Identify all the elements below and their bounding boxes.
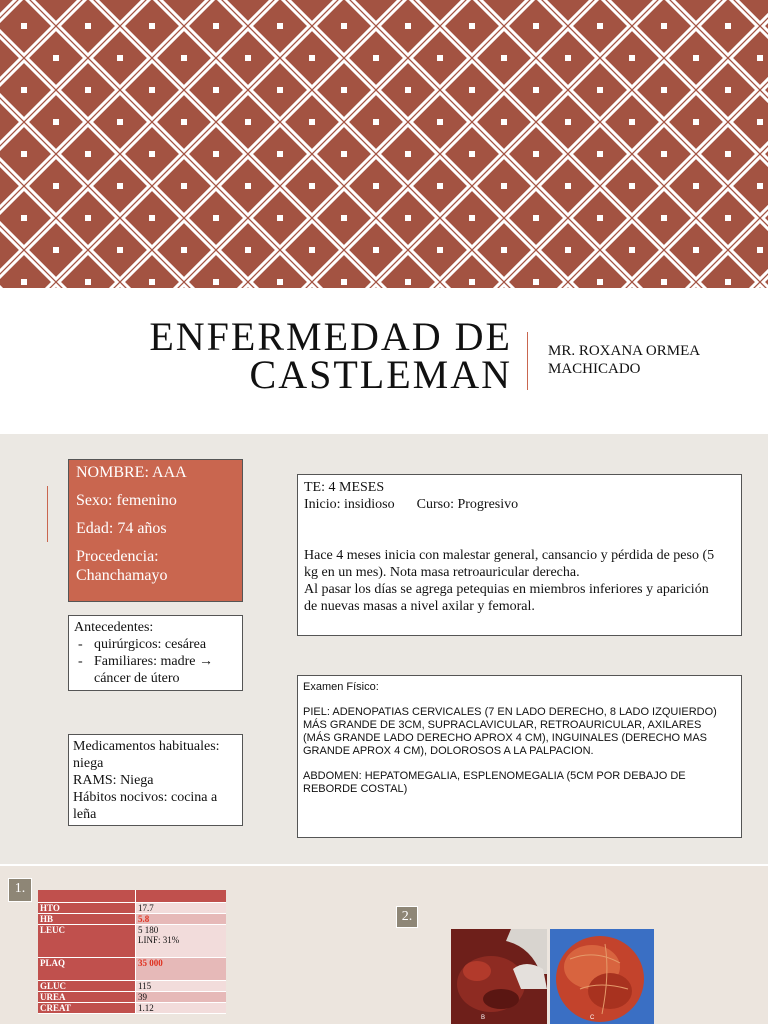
lab-value-cell — [136, 925, 227, 958]
diamond-pattern-banner — [0, 0, 768, 288]
relato-line-1: Hace 4 meses inicia con malestar general, cansancio y pérdida de peso (5 — [304, 548, 715, 563]
relato-line-3: Al pasar los días se agrega petequias en miembros inferiores y aparición — [304, 582, 709, 597]
lab-value: 1.12 — [136, 1003, 227, 1014]
patient-age: Edad: 74 años — [76, 520, 167, 537]
meds-line-2: niega — [73, 756, 104, 771]
table-row — [38, 958, 226, 981]
section-number-1: 1. — [8, 878, 32, 902]
lab-value-secondary: LINF: 31% — [138, 935, 180, 945]
photo-label-b: B — [481, 1015, 486, 1021]
relato-line-4: de nuevas masas a nivel axilar y femoral. — [304, 599, 535, 614]
rams-line: RAMS: Niega — [73, 773, 154, 788]
lab-value: 35 000 — [136, 958, 227, 981]
title-divider — [527, 332, 528, 390]
inicio: Inicio: insidioso — [304, 497, 395, 512]
table-header-row — [38, 890, 226, 903]
antecedente-quirurgico: - quirúrgicos: cesárea — [74, 636, 237, 653]
title-line-2: CASTLEMAN — [249, 352, 512, 397]
table-row — [38, 992, 226, 1003]
table-row — [38, 903, 226, 914]
specimen-photo — [550, 929, 654, 1024]
habitos-line-1: Hábitos nocivos: cocina a — [73, 790, 218, 805]
table-row — [38, 925, 226, 958]
meds-line-1: Medicamentos habituales: — [73, 739, 220, 754]
antecedente-familiar-line1: Familiares: madre → — [94, 654, 213, 669]
medicamentos-box — [68, 734, 243, 826]
lab-value: 115 — [136, 981, 227, 992]
antecedentes-list — [74, 636, 237, 687]
examen-fisico-box — [297, 675, 742, 838]
lab-name: GLUC — [38, 981, 136, 992]
accent-line — [47, 486, 48, 542]
title-line-1: ENFERMEDAD DE — [149, 314, 512, 359]
relato-line-2: kg en un mes). Nota masa retroauricular derecha. — [304, 565, 580, 580]
patient-origin-label: Procedencia: — [76, 548, 159, 565]
section-number-2: 2. — [396, 906, 418, 928]
abdomen-line-2: REBORDE COSTAL) — [303, 783, 408, 795]
lab-name: PLAQ — [38, 958, 136, 981]
piel-line-2: MÁS GRANDE DE 3CM, SUPRACLAVICULAR, RETROAURICULAR, AXILARES — [303, 719, 702, 731]
lab-value: 39 — [136, 992, 227, 1003]
antecedente-familiar-line2: cáncer de útero — [94, 671, 180, 686]
table-row — [38, 1003, 226, 1014]
piel-line-4: GRANDE APROX 4 CM), DOLOROSOS A LA PALPACION. — [303, 745, 594, 757]
lab-results-table — [38, 890, 226, 1014]
lab-name: LEUC — [38, 925, 136, 958]
table-row — [38, 914, 226, 925]
lab-name: HTO — [38, 903, 136, 914]
curso: Curso: Progresivo — [416, 497, 519, 512]
author-line-2: MACHICADO — [548, 361, 641, 377]
author-line-1: MR. ROXANA ORMEA — [548, 343, 701, 359]
patient-origin-value: Chanchamayo — [76, 567, 168, 584]
slide-title — [100, 314, 512, 397]
abdomen-line-1: ABDOMEN: HEPATOMEGALIA, ESPLENOMEGALIA (5CM POR DEBAJO DE — [303, 770, 686, 782]
lab-value: 5.8 — [136, 914, 227, 925]
author-name — [548, 342, 748, 378]
habitos-line-2: leña — [73, 807, 97, 822]
antecedentes-heading: Antecedentes: — [74, 620, 154, 635]
lab-value: 5 180 — [138, 925, 159, 935]
patient-sex: Sexo: femenino — [76, 492, 177, 509]
surgical-photo — [451, 929, 547, 1024]
patient-info-box — [68, 459, 243, 602]
examen-heading: Examen Físico: — [303, 681, 379, 693]
piel-line-1: PIEL: ADENOPATIAS CERVICALES (7 EN LADO DERECHO, 8 LADO IZQUIERDO) — [303, 706, 717, 718]
enfermedad-actual-box — [297, 474, 742, 636]
antecedente-familiar — [74, 653, 237, 687]
lab-name: HB — [38, 914, 136, 925]
tiempo-enfermedad: TE: 4 MESES — [304, 480, 385, 495]
lab-value: 17.7 — [136, 903, 227, 914]
lab-name: CREAT — [38, 1003, 136, 1014]
lab-name: UREA — [38, 992, 136, 1003]
table-row — [38, 981, 226, 992]
photo-label-c: C — [590, 1015, 595, 1021]
piel-line-3: (MÁS GRANDE LADO DERECHO APROX 4 CM), INGUINALES (DERECHO MAS — [303, 732, 708, 744]
patient-name: NOMBRE: AAA — [76, 464, 187, 481]
antecedentes-box — [68, 615, 243, 691]
